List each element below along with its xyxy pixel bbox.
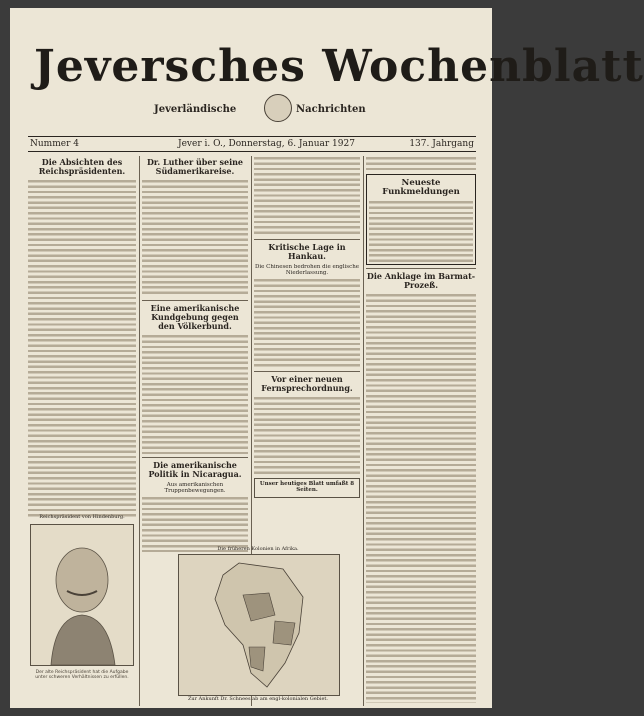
masthead	[28, 38, 644, 115]
map-title: Die früheren Kolonien in Afrika.	[217, 546, 299, 552]
article-body	[369, 200, 473, 262]
article-body	[142, 334, 248, 454]
volume: 137. Jahrgang	[409, 139, 474, 149]
divider	[142, 300, 248, 301]
portrait-image	[30, 524, 134, 666]
portrait-figure	[28, 514, 136, 706]
article-body	[142, 179, 248, 297]
page-count-notice: Unser heutiges Blatt umfaßt 8 Seiten.	[259, 481, 355, 493]
article-body	[254, 278, 360, 368]
subheadline-hankau: Die Chinesen bedrohen die englische Niederlassung.	[255, 264, 359, 276]
headline-hankau: Kritische Lage in Hankau.	[268, 242, 346, 261]
coat-of-arms-icon	[264, 94, 292, 122]
map-image	[178, 554, 340, 696]
column-rule	[139, 156, 140, 706]
headline-barmat: Die Anklage im Barmat-Prozeß.	[366, 271, 476, 290]
map-caption: Zur Ankunft Dr. Schnees ab am engl-kolonialen Gebiet.	[187, 696, 329, 702]
issue-number: Nummer 4	[30, 139, 79, 149]
newspaper-page	[10, 8, 644, 708]
article-body	[142, 496, 248, 552]
article-body	[254, 156, 360, 236]
newspaper-title: Jeversches Wochenblatt	[34, 41, 644, 92]
masthead-subtitle-right: Nachrichten	[296, 104, 366, 115]
article-body	[366, 156, 476, 172]
portrait-caption: Der alte Reichspräsident hat die Aufgabe unter schweren Verhältnissen zu erfüllen.	[35, 670, 129, 681]
divider	[366, 268, 476, 269]
dateline	[28, 136, 476, 152]
issue-date: Jever i. O., Donnerstag, 6. Januar 1927	[178, 139, 355, 149]
portrait-title: Reichspräsident von Hindenburg.	[39, 514, 125, 520]
article-columns	[28, 156, 476, 706]
divider	[142, 457, 248, 458]
radio-news-box	[366, 174, 476, 265]
column-1	[28, 156, 136, 706]
divider	[254, 371, 360, 372]
column-4	[366, 156, 476, 706]
masthead-subtitle-left: Jeverländische	[154, 104, 237, 115]
headline-fernsprechordnung: Vor einer neuen Fernsprechordnung.	[261, 374, 353, 393]
article-body	[254, 396, 360, 476]
headline-nicaragua: Die amerikanische Politik in Nicaragua.	[148, 460, 242, 479]
article-body	[366, 293, 476, 703]
map-figure	[178, 546, 338, 704]
divider	[254, 239, 360, 240]
notice-box	[254, 478, 360, 498]
headline-luther: Dr. Luther über seine Südamerikareise.	[146, 157, 244, 176]
headline-voelkerbund: Eine amerikanische Kundgebung gegen den Völkerbund.	[150, 303, 240, 331]
subheadline-nicaragua: Aus amerikanischen Truppenbewegungen.	[164, 482, 226, 494]
headline-reichspraesident: Die Absichten des Reichspräsidenten.	[38, 157, 126, 176]
column-rule	[363, 156, 364, 706]
headline-funkmeldungen: Neueste Funkmeldungen	[382, 178, 460, 197]
article-body	[28, 179, 136, 519]
